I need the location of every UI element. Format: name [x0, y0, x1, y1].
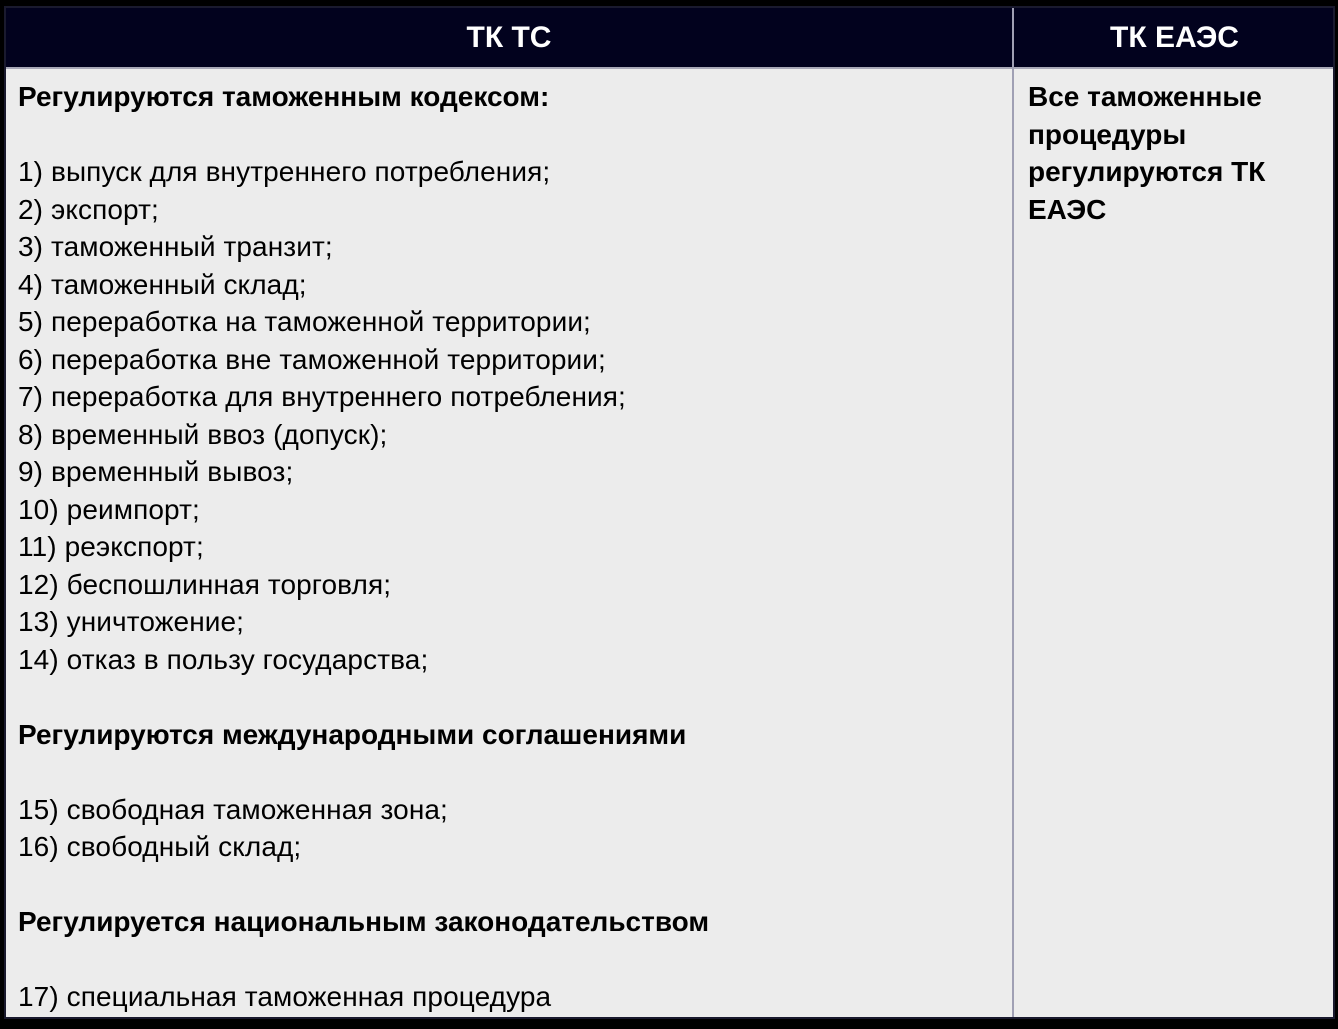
- list-item: 7) переработка для внутреннего потребления;: [18, 381, 626, 412]
- list-item: 5) переработка на таможенной территории;: [18, 306, 591, 337]
- header-tk-eaes: ТК ЕАЭС: [1110, 21, 1239, 54]
- list-item: 13) уничтожение;: [18, 606, 245, 637]
- list-item: 3) таможенный транзит;: [18, 231, 333, 262]
- right-column-cell: Все таможенные процедуры регулируются ТК ЕАЭС: [1028, 81, 1266, 225]
- section-heading-customs-code: Регулируются таможенным кодексом:: [18, 81, 550, 112]
- column-divider: [1012, 8, 1014, 1017]
- comparison-table: [4, 6, 1335, 1019]
- list-item: 17) специальная таможенная процедура: [18, 981, 552, 1012]
- list-item: 16) свободный склад;: [18, 831, 302, 862]
- section-heading-international-agreements: Регулируются международными соглашениями: [18, 718, 687, 750]
- list-item: 8) временный ввоз (допуск);: [18, 418, 388, 450]
- list-item: 1) выпуск для внутреннего потребления;: [18, 156, 551, 187]
- list-item: 14) отказ в пользу государства;: [18, 643, 429, 675]
- left-column-cell: [18, 78, 998, 1016]
- list-item: 6) переработка вне таможенной территории;: [18, 343, 606, 375]
- list-item: 15) свободная таможенная зона;: [18, 793, 448, 825]
- list-item: 12) беспошлинная торговля;: [18, 568, 392, 600]
- section-heading-national-legislation: Регулируется национальным законодательством: [18, 906, 710, 937]
- list-item: 4) таможенный склад;: [18, 268, 307, 300]
- list-item: 11) реэкспорт;: [18, 531, 204, 562]
- table-header: [6, 8, 1333, 69]
- header-tk-ts: ТК ТС: [466, 21, 552, 54]
- list-item: 10) реимпорт;: [18, 493, 200, 525]
- list-item: 2) экспорт;: [18, 193, 159, 225]
- list-item: 9) временный вывоз;: [18, 456, 294, 487]
